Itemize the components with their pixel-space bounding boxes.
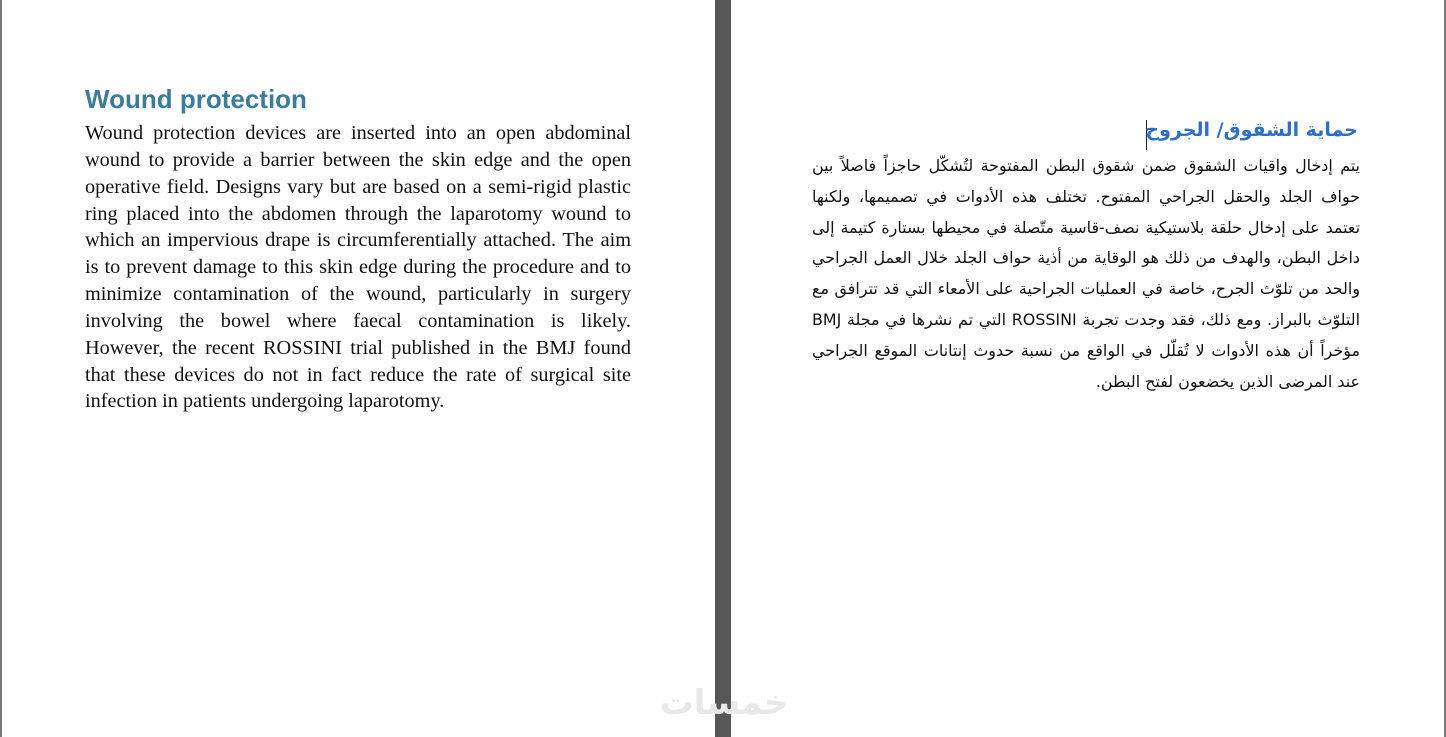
body-paragraph-english[interactable]: Wound protection devices are inserted into an open abdominal wound to provide a barrier between the skin edge and the open operative field. Designs vary but are based on a semi-rigid plastic ring placed into the abdomen through the laparotomy wound to which an impervious drape is circumferentially attached. The aim is to prevent damage to this skin edge during the procedure and to minimize contamination of the wound, particularly in surgery involving the bowel where faecal contamination is likely. However, the recent ROSSINI trial published in the BMJ found that these devices do not in fact reduce the rate of surgical site infection in patients undergoing laparotomy. bbox=[85, 122, 631, 413]
watermark-logo: خمسات bbox=[659, 683, 789, 723]
document-page-right bbox=[731, 0, 1446, 737]
body-paragraph-arabic[interactable]: يتم إدخال واقيات الشقوق ضمن شقوق البطن المفتوحة لتُشكّل حاجزاً فاصلاً بين حواف الجلد والحقل الجراحي المفتوح. تختلف هذه الأدوات في تصميمها، ولكنها تعتمد على إدخال حلقة بلاستيكية نصف-قاسية متّصلة في محيطها بستارة كتيمة إلى داخل البطن، والهدف من ذلك هو الوقاية من أذية حواف الجلد خلال العمل الجراحي والحد من تلوّث الجرح، خاصة في العمليات الجراحية على الأمعاء التي قد تترافق مع التلوّث بالبراز. ومع ذلك، فقد وجدت تجربة ROSSINI التي تم نشرها في مجلة BMJ مؤخراً أن هذه الأدوات لا تُقلّل في الواقع من نسبة حدوث إنتانات الموقع الجراحي عند المرضى الذين يخضعون لفتح البطن. bbox=[812, 156, 1360, 391]
document-page-left bbox=[0, 0, 715, 737]
section-heading-arabic[interactable]: حماية الشقوق/ الجروح bbox=[1145, 119, 1358, 141]
section-heading-english: Wound protection bbox=[85, 84, 307, 114]
page-divider bbox=[715, 0, 731, 737]
